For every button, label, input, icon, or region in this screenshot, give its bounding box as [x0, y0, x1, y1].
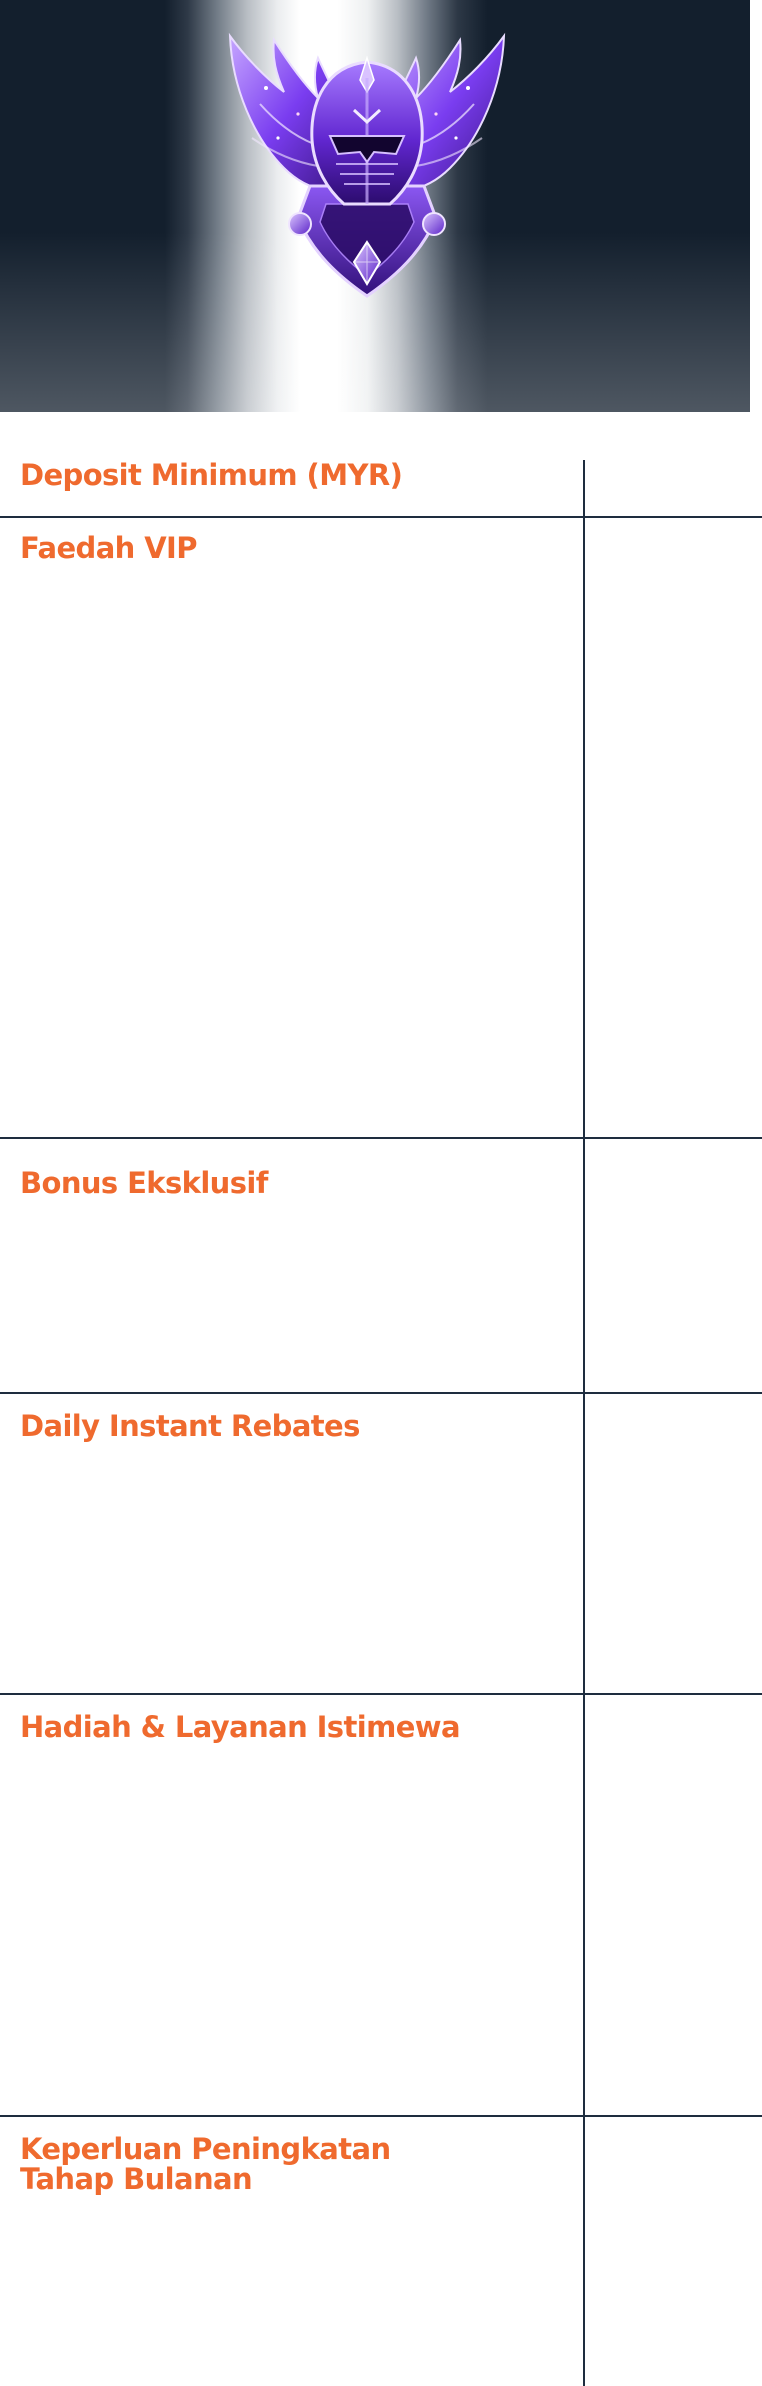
row-label-faedah-vip: Faedah VIP	[20, 531, 197, 565]
row-divider	[0, 2115, 762, 2117]
vip-benefits-table	[0, 460, 762, 2386]
row-label-daily-instant-rebates: Daily Instant Rebates	[20, 1409, 360, 1443]
column-divider	[583, 460, 585, 2386]
row-divider	[0, 516, 762, 518]
row-label-deposit-minimum: Deposit Minimum (MYR)	[20, 458, 403, 492]
row-label-bonus-eksklusif: Bonus Eksklusif	[20, 1166, 268, 1200]
row-divider	[0, 1137, 762, 1139]
row-label-hadiah-layanan-istimewa: Hadiah & Layanan Istimewa	[20, 1710, 460, 1744]
row-label-keperluan-peningkatan-tahap-bulanan: Keperluan Peningkatan Tahap Bulanan	[20, 2132, 391, 2196]
purple-knight-helmet-shield-emblem-icon	[214, 18, 520, 318]
row-divider	[0, 1693, 762, 1695]
row-divider	[0, 1392, 762, 1394]
vip-tier-banner	[0, 0, 750, 412]
